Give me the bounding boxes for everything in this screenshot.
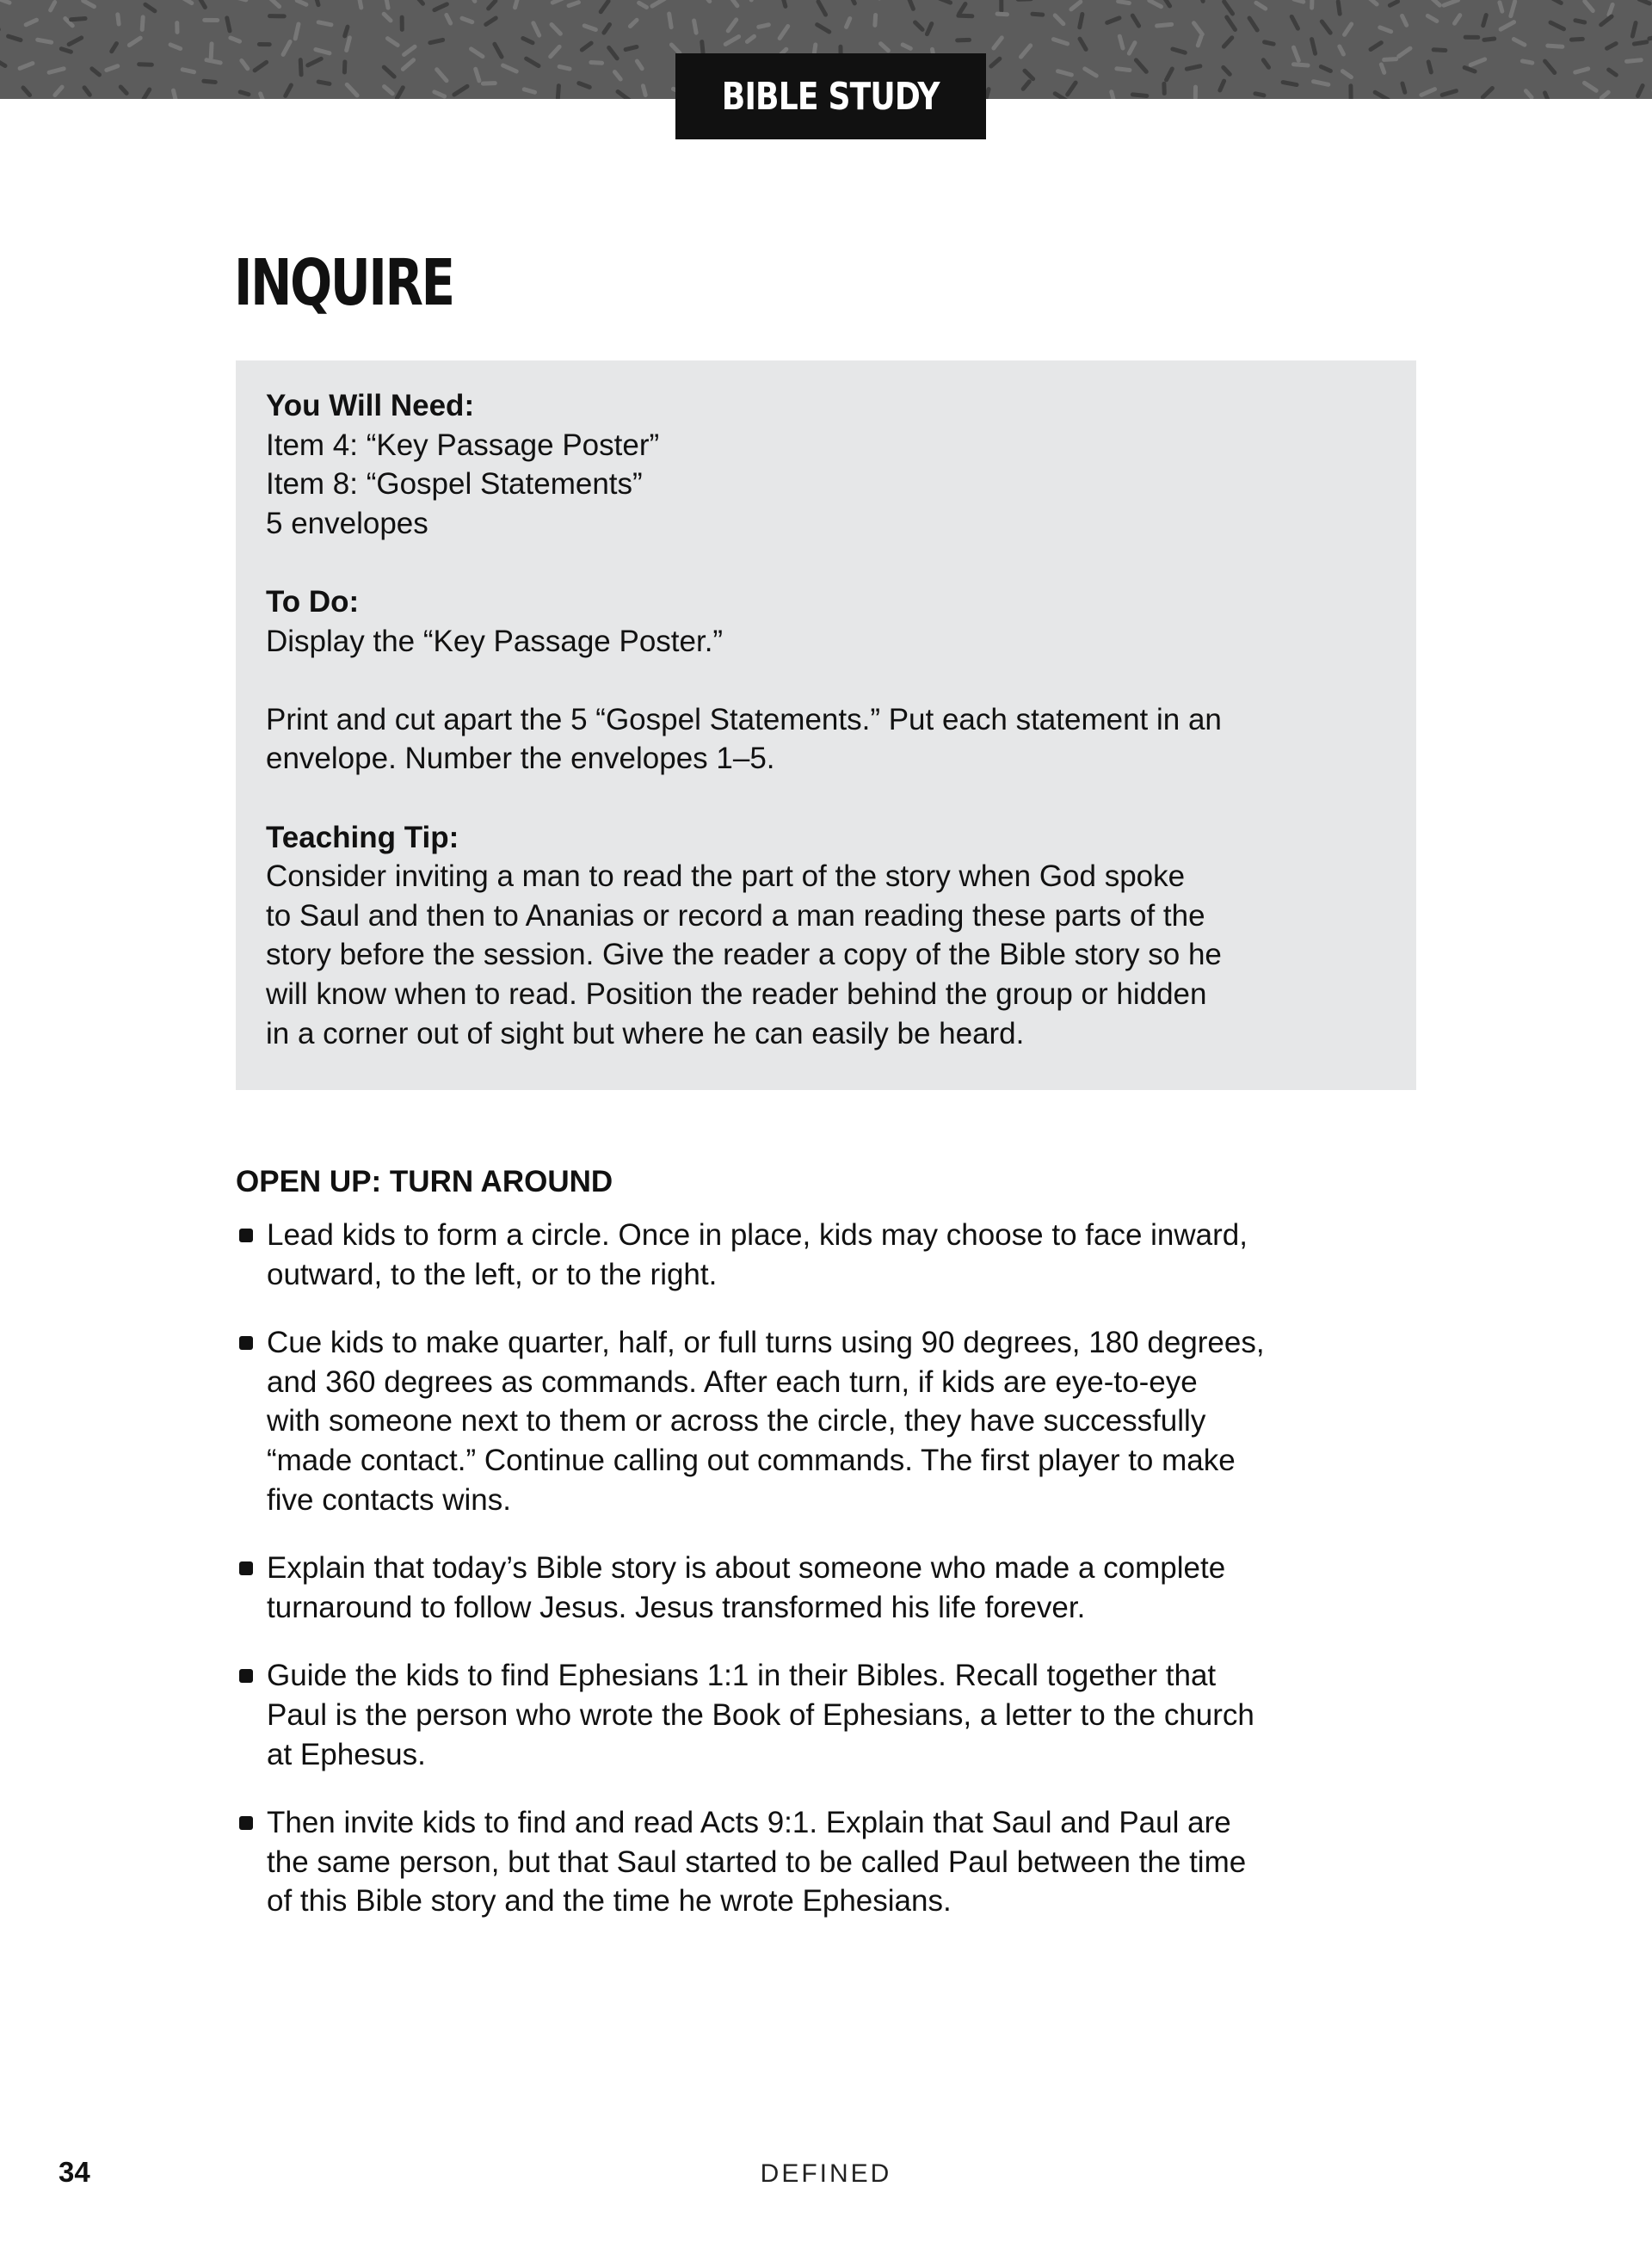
pattern-dash: [609, 47, 617, 58]
pattern-dash: [1291, 16, 1298, 28]
step-line: the same person, but that Saul started to be called Paul between the time: [267, 1845, 1247, 1879]
pattern-dash: [1345, 24, 1352, 34]
pattern-dash: [240, 92, 249, 95]
pattern-dash: [991, 59, 1000, 66]
pattern-dash: [1513, 40, 1524, 46]
pattern-dash: [231, 38, 240, 41]
pattern-dash: [937, 0, 951, 3]
pattern-dash: [591, 62, 602, 63]
pattern-dash: [385, 87, 393, 94]
pattern-dash: [489, 1, 496, 9]
to-do-heading: To Do:: [266, 584, 360, 619]
pattern-dash: [486, 18, 496, 24]
pattern-dash: [61, 49, 71, 52]
pattern-dash: [523, 38, 533, 42]
pattern-dash: [0, 59, 5, 65]
pattern-dash: [881, 44, 889, 51]
pattern-dash: [211, 44, 212, 58]
pattern-dash: [308, 59, 322, 65]
pattern-dash: [1107, 18, 1119, 23]
step-line: Cue kids to make quarter, half, or full turns using 90 degrees, 180 degrees,: [267, 1326, 1265, 1360]
pattern-dash: [1132, 15, 1138, 26]
pattern-dash: [1627, 60, 1642, 62]
pattern-dash: [1321, 66, 1330, 71]
pattern-dash: [725, 37, 738, 45]
pattern-dash: [637, 61, 642, 69]
pattern-dash: [1136, 60, 1146, 71]
pattern-dash: [297, 0, 306, 4]
pattern-dash: [170, 45, 181, 49]
pattern-dash: [173, 90, 176, 99]
pattern-dash: [759, 25, 769, 28]
step-line: five contacts wins.: [267, 1482, 511, 1517]
pattern-dash: [959, 15, 972, 16]
pattern-dash: [1548, 0, 1561, 3]
pattern-dash: [1609, 4, 1612, 15]
pattern-dash: [242, 60, 248, 68]
pattern-dash: [1637, 86, 1643, 96]
pattern-dash: [1634, 42, 1646, 44]
pattern-dash: [403, 60, 413, 70]
pattern-dash: [1129, 43, 1135, 53]
pattern-dash: [286, 85, 292, 95]
pattern-dash: [997, 14, 1007, 15]
pattern-dash: [1444, 0, 1458, 5]
pattern-dash: [515, 0, 519, 8]
pattern-dash: [1571, 39, 1582, 40]
pattern-dash: [1522, 61, 1532, 63]
pattern-dash: [614, 72, 620, 79]
pattern-dash: [1632, 23, 1636, 37]
pattern-dash: [1381, 65, 1384, 72]
pattern-dash: [1283, 83, 1297, 85]
needed-item: Item 4: “Key Passage Poster”: [266, 428, 660, 462]
step-line: of this Bible story and the time he wrote Ephesians.: [267, 1884, 952, 1919]
pattern-dash: [1402, 83, 1405, 92]
list-item: [236, 1549, 1423, 1627]
pattern-dash: [1585, 83, 1597, 90]
pattern-dash: [51, 3, 55, 10]
pattern-dash: [1430, 0, 1440, 5]
teaching-tip-line: will know when to read. Position the reader behind the group or hidden: [266, 976, 1207, 1011]
pattern-dash: [927, 24, 931, 34]
pattern-dash: [1482, 89, 1492, 97]
pattern-dash: [38, 40, 52, 42]
bullet-icon: [239, 1561, 253, 1575]
pattern-dash: [462, 18, 472, 22]
pattern-dash: [1550, 22, 1563, 29]
pattern-dash: [1265, 42, 1274, 44]
pattern-dash: [1575, 21, 1585, 22]
pattern-dash: [295, 24, 299, 39]
pattern-dash: [1263, 60, 1268, 68]
step-line: Lead kids to form a circle. Once in place, kids may choose to face inward,: [267, 1218, 1248, 1252]
pattern-dash: [454, 86, 467, 95]
step-line: Then invite kids to find and read Acts 9:1. Explain that Saul and Paul are: [267, 1806, 1231, 1840]
pattern-dash: [1545, 93, 1550, 99]
pattern-dash: [145, 4, 155, 10]
step-line: outward, to the left, or to the right.: [267, 1257, 718, 1291]
pattern-dash: [630, 20, 637, 26]
pattern-dash: [49, 69, 64, 72]
pattern-dash: [1526, 91, 1532, 97]
pattern-dash: [639, 3, 647, 7]
pattern-dash: [1117, 69, 1130, 71]
pattern-dash: [495, 44, 502, 57]
pattern-dash: [227, 18, 230, 31]
pattern-dash: [1119, 36, 1123, 48]
pattern-dash: [386, 0, 388, 8]
to-do-line: Display the “Key Passage Poster.”: [266, 624, 724, 658]
pattern-dash: [903, 45, 910, 48]
pattern-dash: [1338, 2, 1340, 14]
pattern-dash: [1585, 1, 1593, 10]
pattern-dash: [1032, 14, 1043, 15]
teaching-tip-line: to Saul and then to Ananias or record a man reading these parts of the: [266, 898, 1205, 933]
pattern-dash: [437, 70, 447, 81]
pattern-dash: [915, 22, 922, 29]
pattern-dash: [1375, 92, 1388, 99]
you-will-need-heading: You Will Need:: [266, 389, 475, 422]
pattern-dash: [1055, 94, 1066, 99]
pattern-dash: [469, 0, 475, 1]
pattern-dash: [671, 45, 679, 53]
pattern-dash: [92, 69, 100, 75]
pattern-dash: [384, 67, 394, 77]
pattern-dash: [1390, 2, 1397, 6]
pattern-dash: [569, 3, 578, 6]
pattern-dash: [1173, 49, 1185, 52]
pattern-dash: [0, 0, 9, 3]
pattern-dash: [669, 14, 671, 28]
pattern-dash: [1575, 69, 1588, 72]
pattern-dash: [818, 2, 826, 15]
pattern-dash: [1150, 1, 1162, 7]
pattern-dash: [1342, 71, 1351, 77]
pattern-dash: [1380, 28, 1391, 32]
pattern-dash: [652, 0, 664, 6]
pattern-dash: [1368, 0, 1377, 4]
pattern-dash: [430, 40, 443, 42]
materials-box: [236, 360, 1416, 1090]
pattern-dash: [1545, 61, 1555, 72]
teaching-tip-heading: Teaching Tip:: [266, 820, 459, 854]
pattern-dash: [345, 27, 348, 36]
teaching-tip-line: in a corner out of sight but where he can easily be heard.: [266, 1016, 1025, 1050]
pattern-dash: [1053, 40, 1067, 44]
page-number: 34: [59, 2156, 90, 2188]
pattern-dash: [1249, 18, 1257, 30]
pattern-dash: [1314, 82, 1328, 85]
pattern-dash: [318, 82, 330, 83]
pattern-dash: [347, 84, 357, 95]
pattern-dash: [851, 0, 855, 3]
pattern-dash: [1454, 15, 1459, 23]
pattern-dash: [397, 88, 403, 98]
pattern-dash: [1198, 36, 1201, 45]
pattern-dash: [1501, 22, 1513, 29]
step-line: and 360 degrees as commands. After each turn, if kids are eye-to-eye: [267, 1364, 1198, 1399]
pattern-dash: [1322, 22, 1330, 33]
pattern-dash: [527, 59, 539, 65]
pattern-dash: [1224, 38, 1231, 46]
pattern-dash: [559, 66, 570, 69]
pattern-dash: [1167, 69, 1173, 80]
pattern-dash: [1312, 40, 1316, 54]
pattern-dash: [1058, 71, 1072, 75]
pattern-dash: [83, 1, 95, 7]
pattern-dash: [986, 89, 989, 98]
teaching-tip-line: story before the session. Give the reader a copy of the Bible story so he: [266, 938, 1222, 972]
pattern-dash: [1255, 94, 1264, 95]
pattern-dash: [747, 36, 754, 41]
pattern-dash: [472, 49, 483, 57]
pattern-dash: [1442, 91, 1456, 95]
pattern-dash: [1601, 16, 1612, 25]
pattern-dash: [261, 94, 266, 99]
pattern-dash: [1224, 67, 1230, 74]
pattern-dash: [1609, 70, 1617, 75]
pattern-dash: [1639, 0, 1649, 3]
pattern-dash: [702, 0, 710, 2]
step-line: with someone next to them or across the circle, they have successfully: [267, 1404, 1206, 1438]
to-do-line: envelope. Number the envelopes 1–5.: [266, 742, 775, 776]
pattern-dash: [1427, 15, 1437, 21]
pattern-dash: [1483, 15, 1487, 26]
pattern-dash: [1293, 47, 1298, 60]
pattern-dash: [1055, 15, 1063, 24]
pattern-dash: [994, 38, 1002, 48]
pattern-dash: [551, 46, 560, 56]
pattern-dash: [69, 38, 82, 45]
pattern-dash: [204, 81, 215, 82]
pattern-dash: [909, 0, 913, 9]
pattern-dash: [533, 23, 539, 35]
pattern-dash: [601, 1, 608, 11]
pattern-dash: [817, 25, 829, 32]
pattern-dash: [112, 44, 117, 52]
pattern-dash: [618, 92, 630, 99]
step-line: “made contact.” Continue calling out commands. The first player to make: [267, 1443, 1236, 1477]
step-line: Explain that today’s Bible story is about someone who made a complete: [267, 1551, 1226, 1586]
pattern-dash: [26, 20, 36, 25]
pattern-dash: [255, 62, 266, 70]
list-item: [236, 1323, 1423, 1519]
pattern-dash: [1071, 2, 1081, 9]
pattern-dash: [1371, 43, 1381, 50]
list-item: [236, 1656, 1423, 1774]
pattern-dash: [120, 87, 126, 93]
pattern-dash: [959, 4, 965, 15]
pattern-dash: [182, 70, 194, 72]
pattern-dash: [9, 36, 21, 40]
pattern-dash: [604, 24, 610, 33]
pattern-dash: [84, 88, 89, 95]
pattern-dash: [1428, 62, 1431, 72]
step-line: Guide the kids to find Ephesians 1:1 in their Bibles. Recall together that: [267, 1659, 1217, 1693]
pattern-dash: [476, 69, 479, 81]
pattern-dash: [435, 92, 445, 96]
teaching-tip-line: Consider inviting a man to read the part of the story when God spoke: [266, 859, 1186, 894]
pattern-dash: [1340, 46, 1344, 54]
pattern-dash: [694, 21, 697, 33]
to-do-line: Print and cut apart the 5 “Gospel Statements.” Put each statement in an: [266, 702, 1222, 736]
pattern-dash: [524, 89, 534, 92]
pattern-dash: [582, 43, 591, 50]
bullet-icon: [239, 1669, 253, 1683]
pattern-dash: [1119, 2, 1130, 3]
pattern-dash: [729, 0, 737, 6]
pattern-dash: [1464, 68, 1475, 71]
pattern-dash: [1227, 17, 1236, 29]
pattern-dash: [435, 4, 447, 10]
needed-item: Item 8: “Gospel Statements”: [266, 467, 643, 502]
pattern-dash: [1112, 92, 1114, 99]
pattern-dash: [316, 50, 330, 53]
page-title: INQUIRE: [234, 246, 453, 320]
activity-steps: [236, 1216, 1423, 1950]
pattern-dash: [71, 19, 85, 20]
list-item: [236, 1216, 1423, 1294]
pattern-dash: [1433, 50, 1446, 51]
pattern-dash: [347, 38, 350, 51]
pattern-dash: [1607, 44, 1617, 49]
pattern-dash: [1402, 15, 1407, 25]
step-line: turnaround to follow Jesus. Jesus transformed his life forever.: [267, 1590, 1086, 1624]
bullet-icon: [239, 1816, 253, 1830]
pattern-dash: [404, 46, 415, 54]
pattern-dash: [359, 0, 361, 8]
pattern-dash: [300, 60, 301, 75]
pattern-dash: [1220, 81, 1224, 90]
pattern-dash: [1068, 83, 1076, 95]
pattern-dash: [1484, 39, 1495, 40]
pattern-dash: [483, 83, 495, 84]
pattern-dash: [728, 20, 737, 31]
pattern-dash: [1601, 92, 1608, 98]
pattern-dash: [1224, 2, 1233, 14]
needed-item: 5 envelopes: [266, 506, 428, 540]
pattern-dash: [447, 15, 451, 23]
pattern-dash: [1194, 23, 1203, 34]
pattern-dash: [875, 15, 876, 25]
pattern-dash: [643, 86, 645, 95]
pattern-dash: [503, 65, 517, 71]
pattern-dash: [1470, 59, 1484, 65]
pattern-dash: [1187, 66, 1200, 69]
bullet-icon: [239, 1336, 253, 1350]
pattern-dash: [144, 89, 150, 99]
pattern-dash: [315, 0, 318, 5]
pattern-dash: [107, 66, 118, 71]
pattern-dash: [552, 0, 564, 3]
pattern-dash: [780, 26, 788, 38]
pattern-dash: [270, 0, 280, 7]
pattern-dash: [1021, 46, 1031, 57]
pattern-dash: [1511, 2, 1515, 16]
pattern-dash: [1500, 3, 1502, 11]
pattern-dash: [206, 60, 220, 63]
step-line: at Ephesus.: [267, 1737, 426, 1771]
pattern-dash: [584, 26, 595, 30]
pattern-dash: [1294, 0, 1304, 2]
pattern-dash: [20, 64, 33, 69]
step-line: Paul is the person who wrote the Book of Ephesians, a letter to the church: [267, 1697, 1254, 1732]
pattern-dash: [414, 0, 423, 3]
pattern-dash: [1384, 59, 1396, 60]
pattern-dash: [1085, 69, 1096, 76]
pattern-dash: [1023, 82, 1029, 89]
pattern-dash: [1421, 89, 1435, 95]
pattern-dash: [1080, 39, 1086, 49]
pattern-dash: [318, 22, 331, 25]
pattern-dash: [783, 0, 786, 6]
pattern-dash: [387, 39, 398, 46]
section-tab: [675, 53, 986, 139]
footer-title: DEFINED: [760, 2159, 892, 2188]
pattern-dash: [552, 25, 560, 34]
pattern-dash: [23, 88, 30, 95]
list-item: [236, 1803, 1423, 1921]
pattern-dash: [1132, 95, 1146, 96]
bullet-icon: [239, 1229, 253, 1242]
pattern-dash: [847, 19, 850, 28]
pattern-dash: [283, 41, 290, 54]
pattern-dash: [129, 38, 140, 45]
pattern-dash: [200, 0, 206, 7]
pattern-dash: [55, 87, 62, 95]
pattern-dash: [626, 46, 637, 49]
pattern-dash: [1165, 0, 1170, 6]
pattern-dash: [1157, 24, 1172, 26]
pattern-dash: [1399, 48, 1410, 56]
section-label: BIBLE STUDY: [722, 74, 940, 119]
pattern-dash: [118, 15, 119, 24]
pattern-dash: [579, 83, 589, 88]
pattern-dash: [1199, 0, 1203, 1]
pattern-dash: [178, 0, 191, 3]
pattern-dash: [142, 17, 143, 30]
activity-title: OPEN UP: TURN AROUND: [236, 1165, 613, 1198]
pattern-dash: [1256, 3, 1266, 9]
pattern-dash: [384, 14, 391, 21]
pattern-dash: [1080, 14, 1082, 27]
pattern-dash: [1025, 71, 1033, 79]
